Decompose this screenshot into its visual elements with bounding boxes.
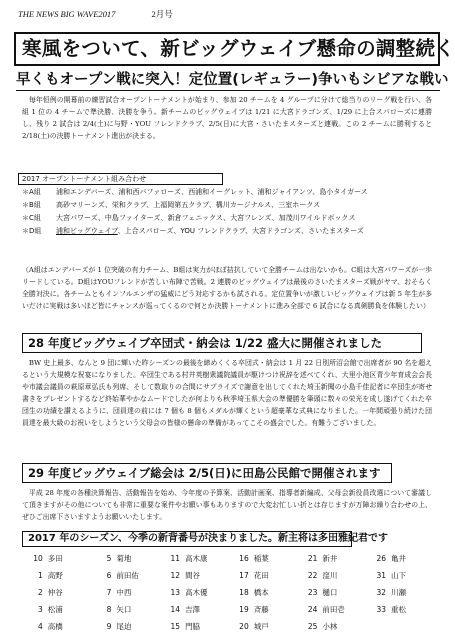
- uniform-number: 1: [37, 571, 43, 580]
- issue-month: 2月号: [151, 9, 173, 19]
- uniform-number: 10: [33, 554, 43, 563]
- uniform-number: 8: [106, 605, 112, 614]
- article-paragraph-outlook: （A組はエンデバーズが 1 位突破の有力チーム、B組は実力がほぼ拮抗していて全勝チームは出ないかも。C組は大宮パワーズが一歩リードしている。D組はYOUフレンドが苦しい布陣で苦戦。2 連勝のビッグウェイブは最後のさいたまスターズ戦がヤマ、おそらく全勝対決に。各チームともインフルエンザの猛威にどう対応するかも試される。定位置争いが激しいビッグウェイブは新 5 年生が多いだけに実戦は多いほど皆にチャンスが巡ってくるので何とか決勝トーナメントに進み全部で 6 試合になる真剣勝負を体験したい）: [22, 266, 432, 310]
- table-row: [22, 601, 434, 618]
- article-subtitle: 早くもオープン戦に突入！定位置(レギュラー)争いもシビアな戦い: [16, 70, 440, 91]
- group-label: ＊D組: [22, 227, 42, 235]
- player-name: 吉澤: [185, 605, 201, 614]
- uniform-number: 24: [307, 605, 318, 614]
- uniform-number: 11: [170, 554, 181, 563]
- player-name: 花田: [253, 571, 269, 580]
- player-name: 多田: [47, 554, 63, 563]
- article-paragraph-general-meeting: 平成 28 年度の各種決算報告、活動報告を始め、今年度の予算案、活動計画案、指導者新編成、父母会新役員改選について審議して頂きますがその他についても非常に重要な案件やお願い事もありますので大変お忙しい折とは存じますが万障お繰り合わせの上、ぜひご出席下さいますようお願いいたします。: [22, 489, 432, 521]
- player-name: 高野: [47, 571, 63, 580]
- uniform-number: 6: [106, 571, 112, 580]
- uniform-number: 32: [376, 588, 387, 597]
- table-row: [22, 584, 434, 601]
- player-name: [391, 618, 434, 635]
- uniform-number: 5: [106, 554, 112, 563]
- player-name: 高橋: [47, 622, 63, 631]
- table-row: [22, 567, 434, 584]
- uniform-number: 31: [376, 571, 387, 580]
- uniform-number: 25: [307, 622, 318, 631]
- player-name: 重松: [391, 605, 407, 614]
- group-teams: 高砂マリーンズ、栄和クラブ、上福岡第五クラブ、構川カージナルス、三室ホークス: [56, 201, 321, 209]
- uniform-number: 21: [307, 554, 318, 563]
- article-paragraph-open-tournament: 毎年恒例の開幕前の練習試合オープントーナメントが始まり、参加 20 チームを 4 グループに分けて総当りのリーグ戦を行い、各組 1 位の 4 チームで準決勝、決勝を争う。新チームのビッグウェイブは 1/21 に大宮ドラゴンズ、1/29 に上合スパローズに連勝し、残り 2 試合は 2/4(土)に与野・YOU フレンドクラブ、2/5(日)に大宮・さいたまスターズと連戦。この 2 チームに勝利すると 2/18(土)の決勝トーナメント進出が決まる。: [22, 96, 432, 140]
- player-name: 窪川: [322, 571, 338, 580]
- uniform-number: 7: [106, 588, 112, 597]
- group-label: ＊A組: [22, 188, 41, 196]
- newsletter-name: THE NEWS BIG WAVE2017: [18, 9, 116, 19]
- uniform-number: 17: [239, 571, 249, 580]
- player-name: 前田壱: [322, 605, 345, 614]
- group-highlight-team: 浦和ビッグウェイブ: [56, 227, 118, 235]
- uniform-number: 12: [170, 571, 181, 580]
- player-name: 樋口: [322, 588, 338, 597]
- uniform-number: 4: [37, 622, 43, 631]
- group-row-c: [22, 212, 432, 225]
- player-name: 稲葉: [253, 554, 269, 563]
- table-row: [22, 618, 434, 635]
- player-name: 高木康: [185, 554, 208, 563]
- article-paragraph-graduation: BW 史上最多、なんと 9 団に輝いた昨シーズンの最後を締めくくる卒団式・納会は 1 月 22 日別所沼会館で出席者が 90 名を超えるという大規模な祝宴になりました。卒団生である村井英樹衆議院議員が駆けつけ祝辞を述べてくれ、大里小池区青少年育成会会長や市議会議員の萩原章弘氏も列席、そして数取りの合間にサプライズで謝意を出してくれた埼玉新聞の小島千佳記者に卒団生が寄せ書きをプレゼントするなど終始華やかなムードでしたが何よりも秋季埼玉県大会の準優勝を筆頭に数々の栄光を成し遂げてくれた卒団生の功績を讃えるように、団員達の前には 7 個も 8 個もメダルが輝くという超豪華な式典になりました。一年間頑張り続けた団員達を最大級のお祝いをしようという父母会の皆様の懸命の準備があってこその盛会でした。有難うございました。: [22, 359, 432, 427]
- group-row-a: [22, 186, 432, 199]
- uniform-number: 20: [239, 622, 249, 631]
- uniform-number: 22: [307, 571, 318, 580]
- player-name: 新井: [322, 554, 338, 563]
- player-name: 山下: [391, 571, 407, 580]
- player-name: 斉藤: [253, 605, 269, 614]
- uniform-number: 33: [376, 605, 387, 614]
- player-name: 小林: [322, 622, 338, 631]
- uniform-number: 9: [106, 622, 112, 631]
- player-name: 間谷: [185, 571, 201, 580]
- uniform-number: 15: [170, 622, 181, 631]
- newsletter-header: [18, 8, 173, 20]
- player-name: 松浦: [47, 605, 63, 614]
- uniform-number: 19: [239, 605, 249, 614]
- uniform-number: [365, 618, 391, 635]
- uniform-number: 23: [307, 588, 318, 597]
- player-name: 矢口: [116, 605, 132, 614]
- group-label: ＊C組: [22, 214, 41, 222]
- uniform-number: 14: [170, 605, 181, 614]
- group-teams: 大宮パワーズ、中島ファイターズ、新倉フェニックス、大宮フレンズ、加茂川ワイルドボックス: [56, 214, 356, 222]
- group-row-b: [22, 199, 432, 212]
- section-heading-general-meeting: 29 年度ビッグウェイブ総会は 2/5(日)に田島公民館で開催されます: [22, 463, 392, 483]
- player-name: 菊地: [116, 554, 132, 563]
- section-heading-uniform-numbers: 2017 年のシーズン、今季の新背番号が決まりました。新主将は多田雅紀君です: [22, 531, 352, 547]
- group-teams: 、上合スパローズ、YOU フレンドクラブ、大宮ドラゴンズ、さいたまスターズ: [117, 227, 364, 235]
- uniform-number: 26: [376, 554, 387, 563]
- group-label: ＊B組: [22, 201, 41, 209]
- player-name: 城戸: [253, 622, 269, 631]
- player-name: 亀井: [391, 554, 407, 563]
- group-teams: 浦和エンデバーズ、浦和西バファローズ、西浦和イーグレット、浦和ジャイアンツ、島小タイガース: [56, 188, 368, 196]
- player-name: 橋本: [253, 588, 269, 597]
- player-name: 前田佑: [116, 571, 139, 580]
- uniform-number: 2: [37, 588, 43, 597]
- uniform-number-table: [22, 550, 434, 635]
- player-name: 仲谷: [47, 588, 63, 597]
- uniform-number: 13: [170, 588, 181, 597]
- page-title: 寒風をついて、新ビッグウェイブ懸命の調整続く: [14, 32, 440, 66]
- uniform-number: 3: [37, 605, 43, 614]
- section-heading-graduation: 28 年度ビッグウェイブ卒団式・納会は 1/22 盛大に開催されました: [22, 333, 422, 353]
- group-row-d: [22, 225, 432, 238]
- player-name: 門脇: [185, 622, 201, 631]
- player-name: 川瀬: [391, 588, 407, 597]
- uniform-number: 16: [239, 554, 249, 563]
- player-name: 尾迫: [116, 622, 132, 631]
- player-name: 高木優: [185, 588, 208, 597]
- table-row: [22, 550, 434, 567]
- player-name: 中西: [116, 588, 132, 597]
- group-list: [22, 186, 432, 238]
- groups-box-title: 2017 オープントーナメント組み合わせ: [18, 173, 223, 185]
- uniform-number: 18: [239, 588, 249, 597]
